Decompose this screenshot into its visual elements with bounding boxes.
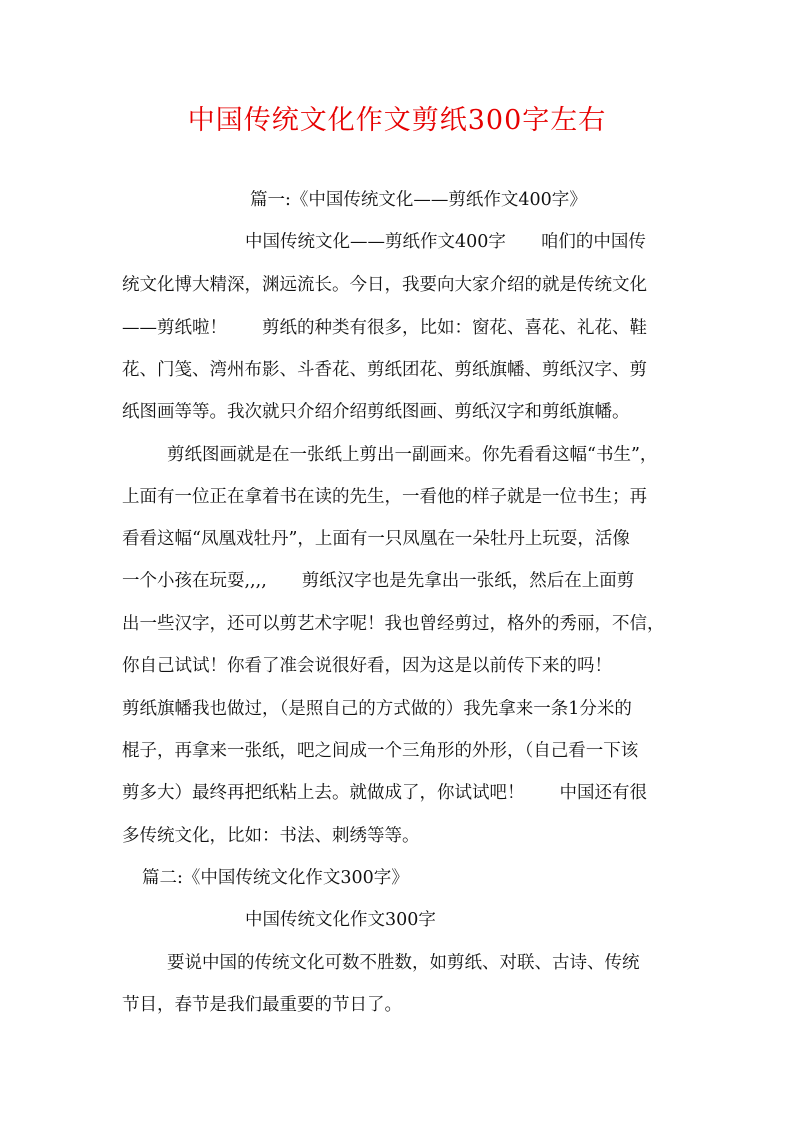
paragraph-line: 看看这幅“凤凰戏牡丹”，上面有一只凤凰在一朵牡丹上玩耍，活像 bbox=[122, 529, 630, 549]
paragraph-line: 出一些汉字，还可以剪艺术字呢！我也曾经剪过，格外的秀丽，不信， bbox=[122, 614, 665, 634]
paragraph-line: 剪纸旗幡我也做过，（是照自己的方式做的）我先拿来一条1分米的 bbox=[122, 699, 632, 719]
paragraph-line: 要说中国的传统文化可数不胜数，如剪纸、对联、古诗、传统 bbox=[167, 953, 640, 973]
paragraph-line: ——剪纸啦！ 剪纸的种类有很多，比如：窗花、喜花、礼花、鞋 bbox=[122, 318, 647, 338]
paragraph-line: 统文化博大精深，渊远流长。今日，我要向大家介绍的就是传统文化 bbox=[122, 275, 647, 295]
paragraph-line: 中国传统文化——剪纸作文400字 咱们的中国传 bbox=[245, 232, 646, 252]
section-one-heading: 篇一:《中国传统文化——剪纸作文400字》 bbox=[250, 190, 587, 210]
paragraph-line: 剪纸图画就是在一张纸上剪出一副画来。你先看看这幅“书生”， bbox=[167, 445, 658, 465]
paragraph-line: 节目，春节是我们最重要的节日了。 bbox=[122, 995, 402, 1015]
paragraph-line: 多传统文化，比如：书法、刺绣等等。 bbox=[122, 826, 420, 846]
article-subtitle: 中国传统文化作文300字 bbox=[245, 910, 436, 930]
paragraph-line: 你自己试试！你看了准会说很好看，因为这是以前传下来的吗！ bbox=[122, 656, 612, 676]
section-two-heading: 篇二:《中国传统文化作文300字》 bbox=[142, 868, 409, 888]
paragraph-line: 一个小孩在玩耍,,,, 剪纸汉字也是先拿出一张纸，然后在上面剪 bbox=[122, 571, 635, 591]
paragraph-line: 花、门笺、湾州布影、斗香花、剪纸团花、剪纸旗幡、剪纸汉字、剪 bbox=[122, 360, 647, 380]
paragraph-line: 棍子，再拿来一张纸，吧之间成一个三角形的外形，（自己看一下该 bbox=[122, 741, 639, 761]
paragraph-line: 上面有一位正在拿着书在读的先生，一看他的样子就是一位书生；再 bbox=[122, 487, 647, 507]
paragraph-line: 剪多大）最终再把纸粘上去。就做成了，你试试吧！ 中国还有很 bbox=[122, 783, 647, 803]
paragraph-line: 纸图画等等。我次就只介绍介绍剪纸图画、剪纸汉字和剪纸旗幡。 bbox=[122, 402, 630, 422]
document-title: 中国传统文化作文剪纸300字左右 bbox=[187, 105, 607, 136]
